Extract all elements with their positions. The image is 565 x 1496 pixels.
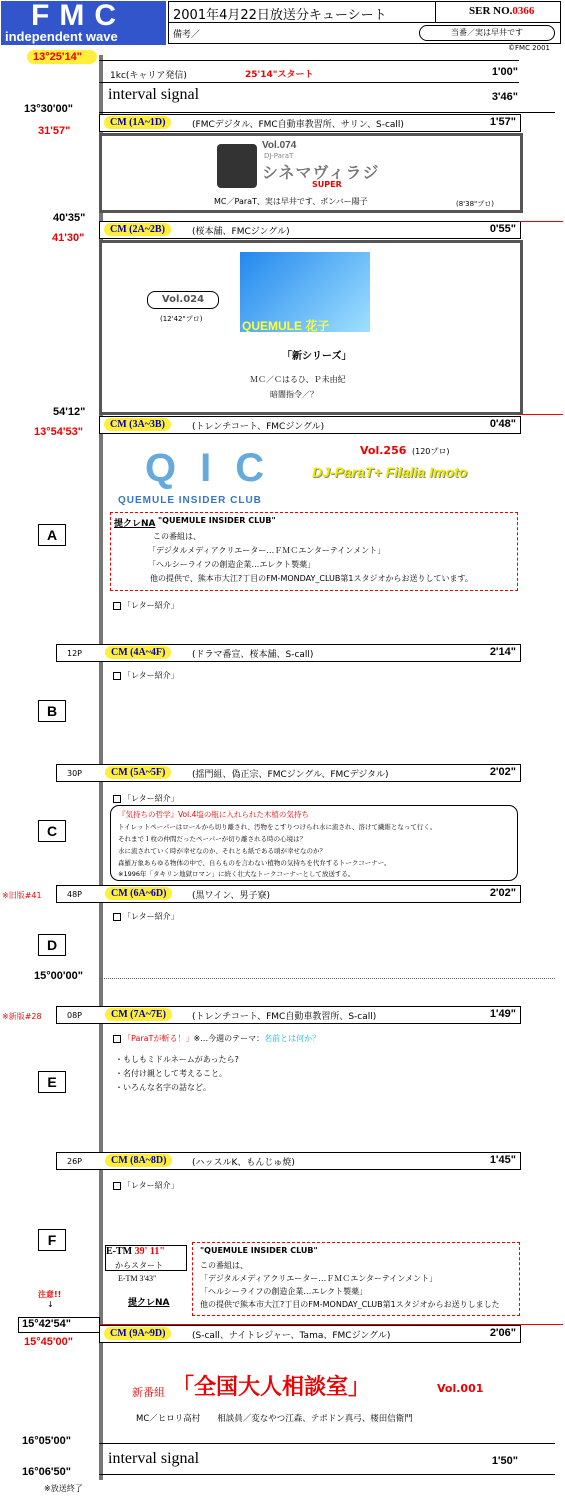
page-number: 26P: [67, 1157, 83, 1166]
prog1-credits: MC／ParaT、実は早井です、ボンバー陽子: [214, 197, 368, 206]
cm-row-5: [56, 764, 521, 782]
program-block-2: [99, 240, 523, 415]
etm-na-label: 提クレNA: [128, 1298, 170, 1308]
kc-duration: 1'00": [491, 66, 518, 78]
new-program-title: 「全国大人相談室」: [172, 1375, 371, 1400]
end-note: ※放送終了: [44, 1484, 83, 1493]
remarks-label: 備考／: [173, 30, 201, 40]
etm-tm: E-TM 3'43": [118, 1274, 157, 1283]
time-160650: 16°06'50": [22, 1466, 71, 1478]
qic-na-line-4: 他の提供で、熊本市大江?丁目のFM-MONDAY_CLUB第1スタジオからお送りしています。: [150, 574, 473, 583]
cm6-note: ※旧版#41: [2, 891, 42, 900]
segment-c: C: [38, 820, 66, 842]
cm-duration: 1'57": [489, 116, 516, 128]
time-5412: 54'12": [53, 406, 86, 418]
letters-f: 「レター紹介」: [113, 1180, 179, 1191]
time-1605: 16°05'00": [22, 1435, 71, 1447]
cm-label: CM (1A~1D): [104, 116, 171, 129]
prog1-image: [217, 144, 257, 188]
cm-row-7: [56, 1006, 521, 1024]
page-number: 08P: [67, 1011, 83, 1020]
time-135453: 13°54'53": [34, 426, 83, 438]
time-4130: 41'30": [52, 232, 85, 244]
page-number: 30P: [67, 769, 83, 778]
time-154254: 15°42'54": [22, 1318, 71, 1330]
cm-duration: 2'02": [489, 887, 516, 899]
caution-arrow-icon: ↓: [47, 1300, 54, 1309]
new-program-vol: Vol.001: [437, 1382, 484, 1395]
cm-desc: (黒ワイン、男子寮): [192, 891, 271, 901]
qic-na-line-3: 「ヘルシーライフの創造企業…エレクト製薬」: [148, 560, 316, 569]
qic-na-line-2: 「デジタルメディアクリエーター…ＦＭＣエンターテインメント」: [148, 546, 386, 555]
cm-row-3: [99, 416, 521, 434]
ser-no: 0366: [512, 5, 535, 17]
prog1-vol: Vol.074: [262, 140, 297, 151]
interval-duration: 3'46": [491, 91, 518, 103]
cm-duration: 2'02": [489, 766, 516, 778]
cm7-note: ※新版#28: [2, 1012, 42, 1021]
logo-text: FMC: [31, 0, 126, 32]
cm-duration: 0'48": [489, 418, 516, 430]
cm-row-1: [99, 114, 521, 132]
cm-desc: (ハッスルK、もんじゅ焼): [192, 1158, 295, 1168]
prog1-pro: (8'38"プロ): [456, 200, 494, 208]
cm-label: CM (2A~2B): [104, 223, 171, 236]
etm-start: E-TM 39' 11": [106, 1246, 165, 1257]
corner-e-line-1: ・もしもミドルネームがあったら?: [115, 1055, 239, 1064]
prog2-vol-badge: Vol.024: [147, 291, 219, 309]
time-1330: 13°30'00": [24, 103, 73, 115]
prog1-super: SUPER: [312, 180, 342, 189]
qic-na-title: "QUEMULE INSIDER CLUB": [158, 516, 276, 525]
cm-label: CM (4A~4F): [105, 646, 171, 659]
etm-na-line-4: 他の提供で熊本市大江?丁目のFM-MONDAY_CLUB第1スタジオからお送りしました: [200, 1300, 500, 1309]
copyright: ©FMC 2001: [508, 44, 550, 52]
letters-d: 「レター紹介」: [113, 911, 179, 922]
cm-desc: (トレンチコート、FMCジングル): [192, 422, 325, 432]
corner-c-line-2: それまで１枚の仲間だったペーパーが切り離される時の心境は？: [118, 835, 307, 843]
header-remarks-box: [168, 22, 561, 44]
time-1500: 15°00'00": [34, 970, 83, 982]
cm-desc: (桜本舗、FMCジングル): [192, 227, 290, 237]
page-number: 12P: [67, 649, 83, 658]
cm-label: CM (9A~9D): [104, 1327, 171, 1340]
qic-dj: DJ-ParaT+ Filalia Imoto: [312, 464, 468, 480]
etm-na-line-2: 「デジタルメディアクリエーター…ＦＭＣエンターテインメント」: [200, 1274, 438, 1283]
etm-start-note: からスタート: [115, 1261, 163, 1270]
logo: [1, 1, 166, 45]
cm-label: CM (7A~7E): [105, 1008, 172, 1021]
prog2-banner: QUEMULE 花子: [242, 319, 330, 333]
corner-e-line-3: ・いろんな名字の話など。: [115, 1083, 211, 1092]
cm-duration: 2'06": [489, 1327, 516, 1339]
prog1-subtitle: DJ-ParaT: [264, 152, 294, 160]
cm-duration: 2'14": [489, 646, 516, 658]
cm-duration: 0'55": [489, 223, 516, 235]
etm-na-line-1: この番組は、: [200, 1261, 248, 1270]
ser-label: SER NO.0366: [469, 5, 535, 17]
time-154500: 15°45'00": [24, 1336, 73, 1348]
cm-label: CM (6A~6D): [105, 887, 172, 900]
logo-subtitle: independent wave: [5, 29, 118, 44]
new-program-credits: MC／ヒロリ高村 相談員／変なやつ江森、テポドン真弓、楼田信衛門: [136, 1414, 413, 1424]
segment-f: F: [38, 1229, 66, 1251]
corner-c-line-5: ※1996年「タキリン地獄ロマン」に続く壮大なトークコーナーとして放送する。: [118, 870, 355, 878]
interval-signal: interval signal: [108, 86, 200, 103]
cm-row-6: [56, 885, 521, 903]
date-title: 2001年4月22日放送分キューシート: [173, 8, 387, 23]
corner-c-line-1: トイレットペーパーはロールから切り離され、汚物をこすりつけられ水に流され、溶けて繊維となって行く。: [118, 823, 437, 831]
cm-label: CM (8A~8D): [105, 1154, 172, 1167]
cm-row-4: [56, 644, 521, 662]
corner-e-header: 「ParaTが斬る！」※…今週のテーマ：名前とは何か？: [113, 1033, 320, 1044]
qic-na-label: 提クレNA: [114, 519, 156, 529]
segment-e: E: [38, 1071, 66, 1093]
cm-row-2: [99, 221, 521, 239]
time-start: 13°25'14": [33, 51, 82, 63]
corner-e-line-2: ・名付け親として考えること。: [115, 1069, 227, 1078]
etm-box: [105, 1245, 187, 1271]
cm-duration: 1'45": [489, 1154, 516, 1166]
time-3157: 31'57": [38, 125, 71, 137]
prog2-pro: (12'42"プロ): [160, 315, 203, 323]
segment-b: B: [38, 700, 66, 722]
time-1500-line: [99, 978, 555, 979]
time-4035: 40'35": [53, 212, 86, 224]
cm-desc: (ドラマ番宣、桜本舗、S-call): [192, 650, 314, 660]
page-number: 48P: [67, 890, 83, 899]
cm-duration: 1'49": [489, 1008, 516, 1020]
corner-c-line-4: 森羅万象あらゆる物体の中で、自らものを言わない植物の気持ちを代弁するトークコーナー。: [118, 859, 391, 867]
qic-pro: (120プロ): [412, 447, 450, 456]
etm-na-line-3: 「ヘルシーライフの創造企業…エレクト製薬」: [200, 1287, 368, 1296]
qic-vol: Vol.256: [360, 444, 407, 457]
cm-label: CM (3A~3B): [104, 418, 171, 431]
prog2-mc: ＭＣ／Ｃはるひ、Ｐ未由紀: [250, 375, 346, 384]
interval-end-duration: 1'50": [491, 1455, 518, 1467]
prog2-mc2: 暗闇指令／？: [270, 390, 318, 399]
prog2-series: 「新シリーズ」: [282, 351, 352, 362]
duty-badge: 当番／実は早井です: [419, 25, 555, 41]
cm-label: CM (5A~5F): [105, 766, 171, 779]
start-note: 25'14"スタート: [245, 70, 314, 80]
segment-d: D: [38, 934, 66, 956]
header-title-box: [168, 1, 561, 23]
letters-c: 「レター紹介」: [113, 793, 179, 804]
kc-label: 1kc(キャリア発信): [110, 71, 187, 81]
cm-row-9: [99, 1325, 521, 1343]
qic-logo: QIC: [145, 446, 289, 490]
cm-desc: (トレンチコート、FMC自動車教習所、S-call): [192, 1012, 377, 1022]
etm-na-title: "QUEMULE INSIDER CLUB": [200, 1246, 318, 1255]
cm-row-8: [56, 1152, 521, 1170]
segment-a: A: [38, 524, 66, 546]
letters-b: 「レター紹介」: [113, 670, 179, 681]
letters-a: 「レター紹介」: [113, 600, 179, 611]
qic-na-line-1: この番組は、: [153, 532, 201, 541]
program-block-1: [99, 133, 523, 213]
qic-club: QUEMULE INSIDER CLUB: [118, 495, 262, 506]
cm-desc: (S-call、ナイトレジャー、Tama、FMCジングル): [192, 1331, 391, 1341]
caution-note: 注意!!: [38, 1290, 62, 1299]
interval-signal-end: interval signal: [108, 1450, 200, 1467]
prog1-title: シネマヴィラジ: [262, 163, 380, 182]
new-program-label: 新番組: [132, 1386, 165, 1399]
cm-desc: (FMCデジタル、FMC自動車教習所、サリン、S-call): [192, 120, 404, 130]
corner-c-title: 『気持ちの哲学』Vol.4塩の瓶に入れられた木植の気持ち: [118, 810, 309, 819]
cm-desc: (揺門組、偽正宗、FMCジングル、FMCデジタル): [192, 770, 389, 780]
corner-c-line-3: 水に流されていく時が幸せなのか、それとも紙である頃が幸せなのか？: [118, 847, 326, 855]
